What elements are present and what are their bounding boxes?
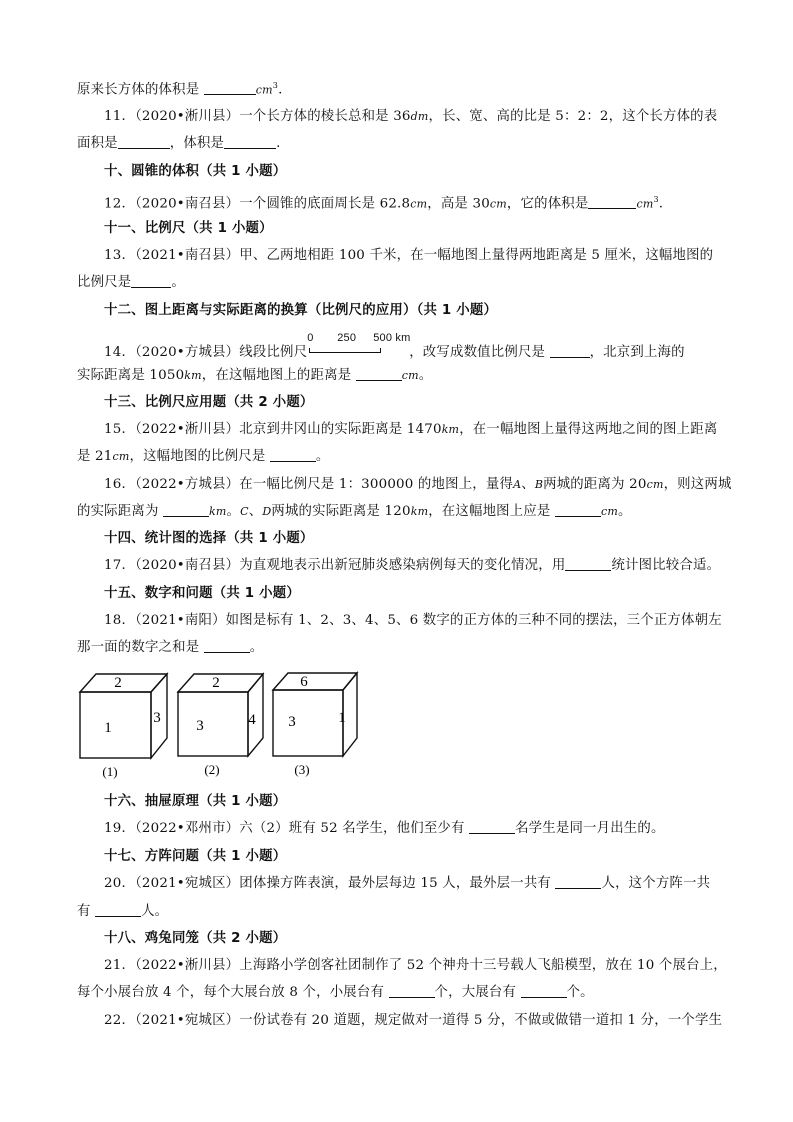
- cube-1-top: 2: [114, 675, 122, 691]
- answer-blank[interactable]: [555, 502, 601, 517]
- unit: cm: [601, 505, 618, 518]
- text: 、: [521, 477, 535, 492]
- cube-2-top: 2: [212, 675, 220, 691]
- text: 实际距离是 1050: [77, 368, 185, 383]
- question-22: 22．（2021•宛城区）一份试卷有 20 道题，规定做对一道得 5 分，不做或做错一道扣 1 分，一个学生: [104, 1013, 723, 1028]
- section-heading: 十五、数字和问题（共 1 小题）: [104, 586, 300, 601]
- text: 原来长方体的体积是: [77, 82, 200, 98]
- text: 是 21: [77, 449, 113, 464]
- text: 每个小展台放 4 个，每个大展台放 8 个，小展台有: [77, 985, 385, 1000]
- unit: km: [184, 369, 202, 382]
- variable: D: [262, 505, 272, 518]
- text: 人。: [141, 904, 169, 919]
- question-12: [104, 190, 722, 214]
- text: 20．（2021•宛城区）团体操方阵表演，最外层每边 15 人，最外层一共有: [104, 876, 552, 891]
- text: ，它的体积是: [506, 196, 589, 212]
- variable: A: [513, 478, 522, 491]
- unit: cm: [646, 478, 664, 491]
- text: ，则这两城: [663, 477, 732, 492]
- text: 人，这个方阵一共: [601, 876, 711, 891]
- question-20-cont: [77, 902, 722, 922]
- text: ，长、宽、高的比是 5：2：2，这个长方体的表: [428, 109, 718, 124]
- text: 的实际距离为: [77, 504, 159, 519]
- text: 。: [618, 504, 632, 519]
- answer-blank[interactable]: [163, 502, 209, 517]
- unit: cm: [636, 197, 654, 211]
- text: 。: [418, 368, 433, 383]
- text: ，这幅地图的比例尺是: [129, 449, 266, 464]
- answer-blank[interactable]: [131, 273, 171, 288]
- text: 19．（2022•邓州市）六（2）班有 52 名学生，他们至少有: [104, 821, 465, 836]
- cube-3-side: 1: [338, 710, 346, 726]
- text: 个。: [566, 985, 594, 1000]
- text: 两城的距离为 20: [543, 477, 647, 492]
- answer-blank[interactable]: [204, 638, 250, 653]
- text: 个，大展台有: [434, 985, 517, 1000]
- text: 12．（2020•南召县）一个圆锥的底面周长是 62.8: [104, 196, 411, 212]
- question-20: [104, 874, 722, 894]
- text: 14．（2020•方城县）线段比例尺: [104, 345, 308, 360]
- question-13: 13．（2021•南召县）甲、乙两地相距 100 千米，在一幅地图上量得两地距离是 5 厘米，这幅地图的: [104, 248, 714, 263]
- unit: cm: [410, 197, 428, 211]
- question-19: [104, 819, 722, 839]
- question-18: 18．（2021•南阳）如图是标有 1、2、3、4、5、6 数字的正方体的三种不同的摆法，三个正方体朝左: [104, 613, 722, 628]
- section-heading: 十七、方阵问题（共 1 小题）: [104, 849, 287, 864]
- answer-blank[interactable]: [555, 874, 601, 889]
- text: 。: [249, 640, 264, 655]
- cube-2-side: 4: [248, 712, 256, 728]
- section-heading: 十一、比例尺（共 1 小题）: [104, 221, 273, 236]
- cube-1-caption: (1): [102, 764, 118, 779]
- question-11: [104, 107, 722, 127]
- text: 两城的实际距离是 120: [271, 504, 411, 519]
- scale-label-500: 500 km: [373, 332, 411, 344]
- text: 11．（2020•淅川县）一个长方体的棱长总和是 36: [104, 109, 411, 124]
- text: 名学生是同一月出生的。: [515, 821, 665, 836]
- answer-blank[interactable]: [95, 902, 141, 917]
- answer-blank[interactable]: [588, 194, 636, 209]
- question-15: [104, 420, 722, 440]
- answer-blank[interactable]: [469, 819, 515, 834]
- answer-blank[interactable]: [204, 80, 256, 95]
- cube-1-front: 1: [104, 720, 112, 736]
- question-15-cont: [77, 447, 722, 467]
- question-21-cont: [77, 983, 722, 1003]
- cubes-figure: [74, 666, 374, 782]
- question-17: [104, 556, 722, 576]
- text: 有: [77, 904, 91, 919]
- question-14: [104, 332, 722, 363]
- answer-blank[interactable]: [224, 134, 276, 149]
- cube-2-caption: (2): [204, 762, 220, 777]
- variable: C: [240, 505, 249, 518]
- unit: cm: [255, 83, 273, 97]
- question-13-cont: [77, 273, 722, 293]
- question-11-cont: [77, 134, 722, 154]
- question-10-end: [77, 76, 722, 100]
- text: 那一面的数字之和是: [77, 640, 200, 655]
- text: 。: [315, 449, 330, 464]
- answer-blank[interactable]: [356, 366, 402, 381]
- text: ，高是 30: [427, 196, 490, 212]
- text: 面积是: [77, 136, 118, 151]
- answer-blank[interactable]: [521, 983, 567, 998]
- answer-blank[interactable]: [118, 134, 170, 149]
- scale-label-0: 0: [307, 332, 314, 344]
- answer-blank[interactable]: [270, 447, 316, 462]
- unit: cm: [112, 450, 130, 463]
- text: ，北京到上海的: [589, 345, 685, 360]
- cube-3-top: 6: [300, 674, 308, 690]
- cube-3-caption: (3): [294, 762, 310, 777]
- question-16-cont: [77, 502, 722, 522]
- text: 比例尺是: [77, 275, 132, 290]
- text: .: [276, 136, 281, 151]
- text: 15．（2022•淅川县）北京到井冈山的实际距离是 1470: [104, 422, 442, 437]
- text: 16．（2022•方城县）在一幅比例尺是 1：300000 的地图上，量得: [104, 477, 514, 492]
- section-heading: 十四、统计图的选择（共 1 小题）: [104, 531, 314, 546]
- unit: km: [441, 423, 460, 436]
- superscript: 3: [272, 81, 279, 90]
- text: ，在一幅地图上量得这两地之间的图上距离: [459, 422, 718, 437]
- text: ，改写成数值比例尺是: [409, 345, 546, 360]
- superscript: 3: [653, 195, 659, 204]
- text: .: [278, 82, 283, 98]
- text: 。: [171, 275, 185, 290]
- question-16: [104, 475, 732, 495]
- unit: km: [410, 505, 429, 518]
- text: 统计图比较合适。: [611, 558, 721, 573]
- text: ，在这幅地图上的距离是: [201, 368, 352, 383]
- scale-bar-figure: [307, 332, 411, 360]
- unit: cm: [489, 197, 507, 211]
- question-18-cont: [77, 638, 722, 658]
- question-21: 21．（2022•淅川县）上海路小学创客社团制作了 52 个神舟十三号载人飞船模型，放在 10 个展台上，: [104, 958, 727, 973]
- answer-blank[interactable]: [550, 343, 590, 358]
- section-heading: 十六、抽屉原理（共 1 小题）: [104, 794, 287, 809]
- answer-blank[interactable]: [389, 983, 435, 998]
- unit: dm: [410, 110, 429, 123]
- cube-2-front: 3: [196, 718, 204, 734]
- unit: cm: [401, 369, 419, 382]
- text: .: [658, 196, 664, 212]
- section-heading: 十二、图上距离与实际距离的换算（比例尺的应用）（共 1 小题）: [104, 303, 498, 318]
- text: 、: [248, 504, 263, 519]
- variable: B: [534, 478, 544, 491]
- scale-bar-line: [309, 348, 381, 353]
- question-14-cont: [77, 366, 722, 386]
- section-heading: 十、圆锥的体积（共 1 小题）: [104, 164, 287, 179]
- scale-label-250: 250: [337, 332, 357, 344]
- cube-3-front: 3: [288, 714, 296, 730]
- section-heading: 十三、比例尺应用题（共 2 小题）: [104, 395, 314, 410]
- text: 。: [226, 504, 241, 519]
- cube-1-side: 3: [153, 710, 161, 726]
- unit: km: [209, 505, 227, 518]
- text: 17．（2020•南召县）为直观地表示出新冠肺炎感染病例每天的变化情况，用: [104, 558, 566, 573]
- text: ，体积是: [169, 136, 225, 151]
- section-heading: 十八、鸡兔同笼（共 2 小题）: [104, 931, 287, 946]
- answer-blank[interactable]: [565, 556, 611, 571]
- text: ，在这幅地图上应是: [428, 504, 551, 519]
